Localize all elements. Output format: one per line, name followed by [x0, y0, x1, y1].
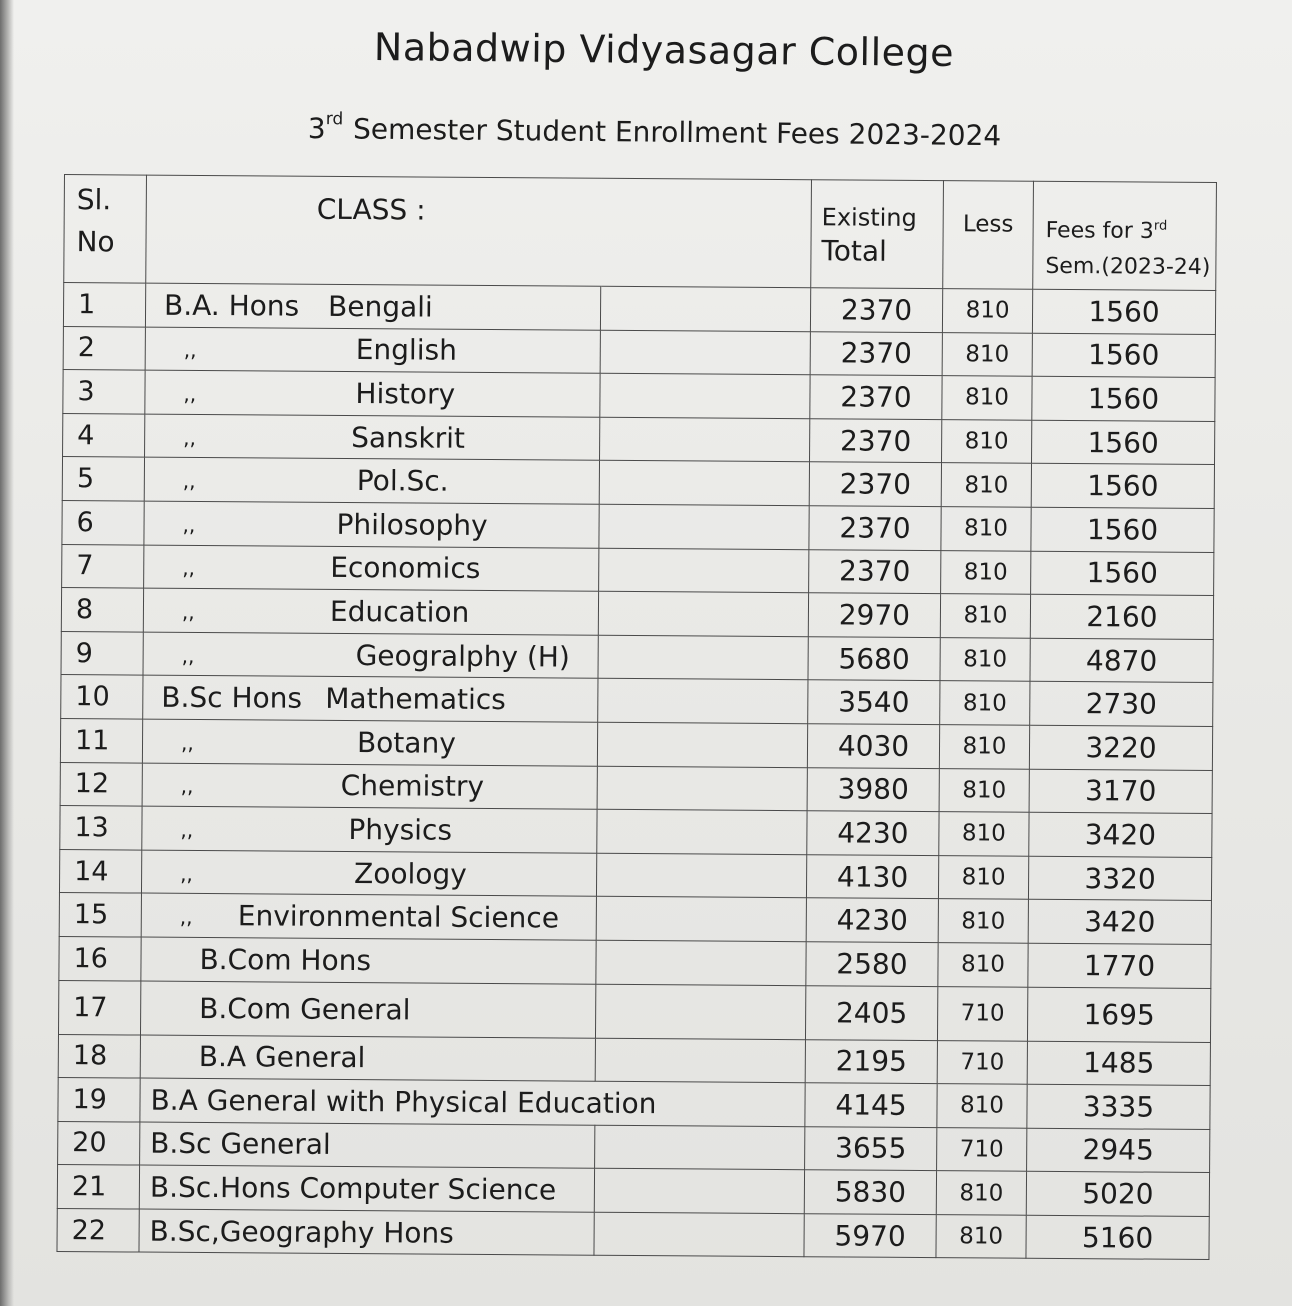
- cell-blank: [599, 548, 809, 593]
- class-name: B.A General: [198, 1040, 366, 1075]
- header-existing-line1: Existing: [821, 203, 917, 232]
- cell-fees: 2945: [1027, 1128, 1210, 1173]
- cell-sl-no: 16: [59, 936, 141, 980]
- cell-class: [142, 763, 597, 810]
- table-header-row: [64, 175, 1217, 291]
- cell-sl-no: 8: [61, 588, 143, 632]
- cell-less: 710: [937, 986, 1027, 1041]
- cell-less: 810: [942, 419, 1032, 463]
- cell-existing-total: 2370: [809, 506, 941, 551]
- header-blank: [601, 178, 812, 287]
- class-name: B.Com General: [199, 991, 411, 1026]
- class-name: Sanskrit: [351, 420, 466, 455]
- cell-blank: [599, 461, 809, 506]
- cell-sl-no: 20: [58, 1121, 140, 1165]
- cell-fees: 1560: [1031, 507, 1214, 552]
- subtitle-superscript: rd: [325, 108, 344, 130]
- subtitle-number: 3: [307, 112, 326, 146]
- cell-class: [145, 283, 600, 330]
- cell-blank: [600, 417, 810, 462]
- cell-class: [144, 545, 599, 592]
- cell-sl-no: 12: [60, 762, 142, 806]
- ditto-mark: ,,: [183, 425, 196, 450]
- cell-fees: 1560: [1032, 420, 1215, 465]
- class-name: Mathematics: [325, 681, 506, 717]
- cell-existing-total: 5830: [804, 1170, 936, 1215]
- header-fees-line1: Fees for 3: [1045, 218, 1154, 244]
- cell-existing-total: 2370: [810, 375, 942, 420]
- cell-existing-total: 2370: [809, 462, 941, 507]
- class-name: B.Sc.Hons Computer Science: [149, 1170, 557, 1207]
- cell-blank: [597, 809, 807, 854]
- cell-less: 710: [937, 1127, 1027, 1171]
- cell-less: 810: [942, 289, 1032, 333]
- cell-class: [142, 806, 597, 853]
- cell-existing-total: 3655: [805, 1126, 937, 1171]
- cell-fees: 4870: [1030, 638, 1213, 683]
- cell-fees: 5160: [1026, 1215, 1209, 1260]
- header-sl-line1: Sl.: [76, 183, 112, 217]
- cell-fees: 3220: [1029, 725, 1212, 770]
- fees-table-wrapper: [56, 174, 1216, 1260]
- class-name: Physics: [348, 812, 453, 847]
- cell-existing-total: 2195: [805, 1039, 937, 1084]
- cell-class: [140, 981, 595, 1038]
- cell-blank: [600, 286, 810, 331]
- class-name: Botany: [356, 725, 456, 760]
- cell-fees: 1560: [1032, 376, 1215, 421]
- cell-sl-no: 9: [61, 631, 143, 675]
- cell-fees: 1560: [1032, 289, 1215, 334]
- cell-class: [141, 937, 596, 984]
- cell-blank: [598, 591, 808, 636]
- subtitle-text: Semester Student Enrollment Fees 2023-2024: [352, 112, 1002, 153]
- cell-sl-no: 7: [62, 544, 144, 588]
- class-name: Geogralphy (H): [355, 638, 570, 674]
- cell-existing-total: 2405: [805, 985, 937, 1040]
- cell-sl-no: 15: [59, 893, 141, 937]
- cell-sl-no: 17: [58, 980, 140, 1035]
- cell-fees: 3420: [1028, 900, 1211, 945]
- cell-less: 810: [938, 943, 1028, 987]
- cell-existing-total: 4230: [807, 811, 939, 856]
- cell-fees: 2730: [1030, 682, 1213, 727]
- class-name: Bengali: [327, 289, 433, 324]
- cell-fees: 3420: [1029, 812, 1212, 857]
- header-sl-line2: No: [76, 225, 115, 259]
- cell-class: [145, 414, 600, 461]
- cell-class: [143, 675, 598, 722]
- cell-fees: 2160: [1030, 594, 1213, 639]
- header-sl-no: [64, 175, 147, 284]
- cell-fees: 1485: [1027, 1041, 1210, 1086]
- cell-fees: 1695: [1027, 987, 1210, 1042]
- cell-sl-no: 2: [63, 326, 145, 370]
- class-name: Environmental Science: [237, 899, 560, 935]
- class-name: Pol.Sc.: [356, 464, 449, 498]
- ditto-mark: ,,: [183, 381, 197, 406]
- ditto-mark: ,,: [183, 338, 197, 363]
- fees-table: [56, 174, 1217, 1260]
- ditto-mark: ,,: [182, 512, 196, 537]
- cell-existing-total: 4130: [806, 854, 938, 899]
- table-row: [57, 1208, 1209, 1260]
- cell-sl-no: 1: [63, 283, 145, 327]
- header-fees-line2: Sem.(2023-24): [1045, 254, 1211, 281]
- cell-blank: [598, 679, 808, 724]
- cell-class: [145, 370, 600, 417]
- cell-existing-total: 4030: [807, 724, 939, 769]
- cell-sl-no: 4: [63, 413, 145, 457]
- header-class: CLASS :: [146, 175, 602, 286]
- cell-sl-no: 10: [61, 675, 143, 719]
- cell-class: [143, 588, 598, 635]
- cell-less: 810: [939, 812, 1029, 856]
- document-subtitle: [307, 108, 1002, 153]
- cell-class: [145, 327, 600, 374]
- cell-less: 810: [941, 550, 1031, 594]
- cell-sl-no: 19: [58, 1078, 140, 1122]
- ditto-mark: ,,: [180, 774, 194, 799]
- cell-less: 810: [938, 899, 1028, 943]
- cell-existing-total: 3540: [808, 680, 940, 725]
- page-edge-shadow: [0, 0, 14, 1306]
- cell-sl-no: 3: [63, 370, 145, 414]
- cell-class: [141, 850, 596, 897]
- cell-class: [140, 1035, 595, 1082]
- cell-blank: [596, 940, 806, 985]
- cell-fees: 1770: [1028, 943, 1211, 988]
- cell-blank: [595, 1125, 805, 1170]
- cell-existing-total: 2370: [810, 418, 942, 463]
- header-fees: [1033, 181, 1217, 290]
- class-name: Philosophy: [336, 507, 488, 542]
- cell-less: 810: [938, 855, 1028, 899]
- cell-less: 810: [936, 1171, 1026, 1215]
- ditto-mark: ,,: [179, 904, 193, 930]
- cell-blank: [600, 330, 810, 375]
- class-prefix: B.A. Hons: [163, 288, 300, 323]
- cell-less: 810: [942, 376, 1032, 420]
- ditto-mark: ,,: [182, 556, 196, 581]
- cell-class: [139, 1165, 594, 1212]
- cell-class: [143, 632, 598, 679]
- cell-existing-total: 2970: [808, 593, 940, 638]
- cell-blank: [600, 373, 810, 418]
- table-body: [57, 283, 1216, 1260]
- cell-blank: [596, 853, 806, 898]
- cell-existing-total: 2370: [809, 549, 941, 594]
- cell-blank: [595, 984, 805, 1039]
- cell-class: [140, 1122, 595, 1169]
- class-name: B.Com Hons: [199, 942, 372, 977]
- class-name: Economics: [330, 551, 481, 586]
- cell-existing-total: 5970: [804, 1214, 936, 1259]
- cell-existing-total: 5680: [808, 636, 940, 681]
- class-name: Chemistry: [340, 769, 485, 804]
- class-name: English: [355, 333, 458, 368]
- cell-fees: 3320: [1028, 856, 1211, 901]
- cell-sl-no: 22: [57, 1208, 139, 1252]
- cell-existing-total: 2370: [810, 288, 942, 333]
- cell-sl-no: 11: [60, 718, 142, 762]
- class-name: B.A General with Physical Education: [150, 1083, 657, 1121]
- cell-class: [141, 893, 596, 940]
- header-fees-sup: rd: [1153, 218, 1168, 234]
- cell-less: 810: [942, 332, 1032, 376]
- class-name: B.Sc,Geography Hons: [149, 1214, 454, 1250]
- cell-sl-no: 5: [62, 457, 144, 501]
- cell-blank: [595, 1038, 805, 1083]
- cell-class: [139, 1209, 594, 1256]
- cell-sl-no: 18: [58, 1034, 140, 1078]
- cell-blank: [594, 1212, 804, 1257]
- header-less: Less: [943, 181, 1034, 290]
- ditto-mark: ,,: [181, 599, 195, 624]
- cell-blank: [598, 635, 808, 680]
- cell-less: 810: [941, 463, 1031, 507]
- cell-less: 810: [939, 768, 1029, 812]
- cell-less: 810: [941, 507, 1031, 551]
- cell-class: [144, 457, 599, 504]
- cell-less: 810: [936, 1214, 1026, 1258]
- cell-class: [144, 501, 599, 548]
- ditto-mark: ,,: [180, 861, 193, 886]
- cell-existing-total: 3980: [807, 767, 939, 812]
- cell-fees: 1560: [1031, 464, 1214, 509]
- cell-fees: 3335: [1027, 1084, 1210, 1129]
- cell-sl-no: 14: [59, 849, 141, 893]
- cell-blank: [599, 504, 809, 549]
- ditto-mark: ,,: [182, 469, 196, 494]
- cell-less: 810: [940, 681, 1030, 725]
- ditto-mark: ,,: [180, 817, 194, 842]
- cell-less: 810: [940, 594, 1030, 638]
- cell-less: 710: [937, 1040, 1027, 1084]
- header-existing-total: [811, 180, 944, 289]
- cell-fees: 3170: [1029, 769, 1212, 814]
- cell-less: 810: [939, 725, 1029, 769]
- cell-sl-no: 6: [62, 500, 144, 544]
- ditto-mark: ,,: [180, 730, 194, 755]
- ditto-mark: ,,: [181, 643, 195, 668]
- cell-blank: [596, 897, 806, 942]
- cell-fees: 1560: [1032, 333, 1215, 378]
- class-name: Zoology: [354, 856, 467, 891]
- class-name: Education: [329, 594, 470, 629]
- table-row: [58, 980, 1210, 1042]
- cell-existing-total: 2370: [810, 331, 942, 376]
- college-title: Nabadwip Vidyasagar College: [373, 24, 955, 76]
- cell-sl-no: 21: [57, 1165, 139, 1209]
- cell-class: [142, 719, 597, 766]
- class-prefix: B.Sc Hons: [161, 680, 303, 715]
- cell-fees: 5020: [1026, 1172, 1209, 1217]
- cell-existing-total: 2580: [806, 942, 938, 987]
- cell-fees: 1560: [1031, 551, 1214, 596]
- cell-class: [140, 1078, 805, 1126]
- cell-blank: [597, 766, 807, 811]
- class-name: History: [355, 377, 456, 411]
- cell-blank: [597, 722, 807, 767]
- cell-existing-total: 4230: [806, 898, 938, 943]
- cell-existing-total: 4145: [805, 1083, 937, 1128]
- class-name: B.Sc General: [150, 1127, 331, 1162]
- cell-less: 810: [940, 637, 1030, 681]
- cell-blank: [594, 1169, 804, 1214]
- header-existing-line2: Total: [821, 234, 888, 268]
- cell-less: 810: [937, 1084, 1027, 1128]
- cell-sl-no: 13: [60, 806, 142, 850]
